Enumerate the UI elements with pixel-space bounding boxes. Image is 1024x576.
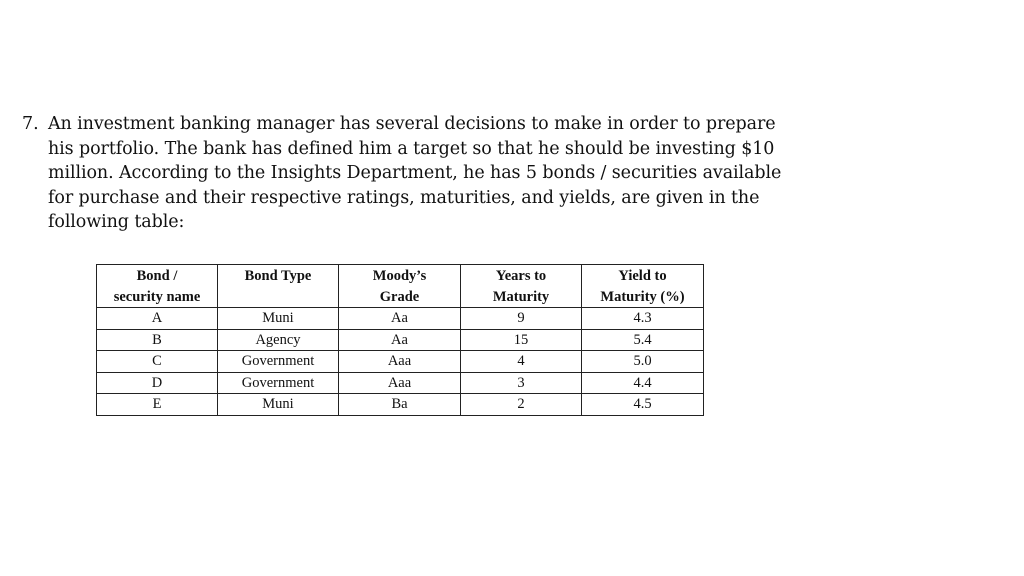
cell-moodys-grade: Aaa bbox=[339, 351, 461, 373]
table-row bbox=[97, 351, 704, 373]
cell-bond-type: Government bbox=[218, 372, 339, 394]
cell-bond-name: D bbox=[97, 372, 218, 394]
cell-bond-name: A bbox=[97, 308, 218, 330]
header-line: Bond Type bbox=[244, 268, 312, 284]
header-line: Bond / bbox=[136, 268, 178, 284]
cell-yield: 5.4 bbox=[582, 329, 704, 351]
cell-bond-type: Agency bbox=[218, 329, 339, 351]
cell-years-to-maturity: 2 bbox=[461, 394, 582, 416]
header-yield-to-maturity bbox=[582, 265, 704, 308]
cell-bond-type: Muni bbox=[218, 394, 339, 416]
problem-line: An investment banking manager has several decisions to make in order to prepare bbox=[48, 114, 776, 134]
problem-line: million. According to the Insights Department, he has 5 bonds / securities available bbox=[48, 163, 782, 183]
header-moodys-grade bbox=[339, 265, 461, 308]
problem-number: 7. bbox=[22, 114, 39, 134]
bond-table bbox=[96, 264, 704, 416]
cell-years-to-maturity: 3 bbox=[461, 372, 582, 394]
problem-line: his portfolio. The bank has defined him a target so that he should be investing $10 bbox=[48, 138, 775, 159]
problem-line: following table: bbox=[48, 212, 185, 232]
table-header-row bbox=[97, 265, 704, 308]
cell-bond-name: C bbox=[97, 351, 218, 373]
cell-moodys-grade: Ba bbox=[339, 394, 461, 416]
header-years-to-maturity bbox=[461, 265, 582, 308]
header-line: Maturity bbox=[492, 288, 550, 305]
header-line: Grade bbox=[379, 288, 420, 305]
header-bond-type bbox=[218, 265, 339, 308]
header-line: Maturity (%) bbox=[600, 288, 685, 305]
header-line: Moody’s bbox=[372, 268, 427, 284]
table-row bbox=[97, 308, 704, 330]
table-row bbox=[97, 372, 704, 394]
cell-yield: 4.4 bbox=[582, 372, 704, 394]
cell-bond-type: Muni bbox=[218, 308, 339, 330]
problem-text bbox=[48, 112, 802, 235]
cell-yield: 5.0 bbox=[582, 351, 704, 373]
cell-bond-name: E bbox=[97, 394, 218, 416]
table-row bbox=[97, 394, 704, 416]
table-row bbox=[97, 329, 704, 351]
problem-statement bbox=[22, 112, 802, 235]
cell-years-to-maturity: 9 bbox=[461, 308, 582, 330]
cell-moodys-grade: Aa bbox=[339, 329, 461, 351]
header-line: security name bbox=[113, 288, 201, 305]
header-line: Yield to bbox=[618, 268, 667, 284]
cell-moodys-grade: Aa bbox=[339, 308, 461, 330]
cell-bond-type: Government bbox=[218, 351, 339, 373]
cell-years-to-maturity: 4 bbox=[461, 351, 582, 373]
problem-line: for purchase and their respective ratings, maturities, and yields, are given in the bbox=[48, 187, 760, 208]
cell-yield: 4.3 bbox=[582, 308, 704, 330]
header-line: Years to bbox=[495, 268, 547, 284]
header-bond-name bbox=[97, 265, 218, 308]
cell-bond-name: B bbox=[97, 329, 218, 351]
cell-years-to-maturity: 15 bbox=[461, 329, 582, 351]
cell-moodys-grade: Aaa bbox=[339, 372, 461, 394]
cell-yield: 4.5 bbox=[582, 394, 704, 416]
